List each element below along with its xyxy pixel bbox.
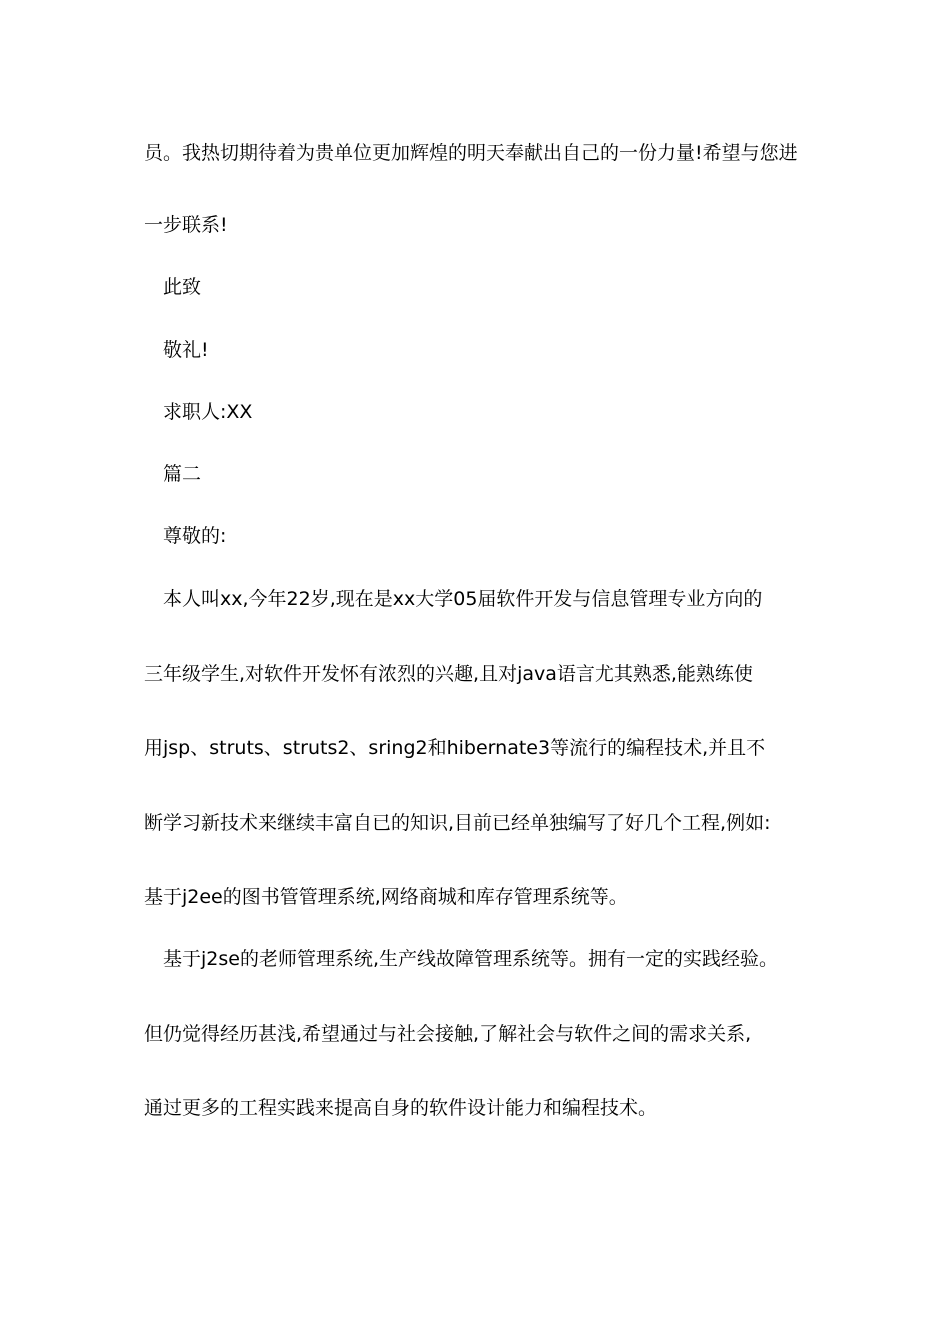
- closing-regards: 敬礼!: [163, 339, 209, 361]
- closing-salutation: 此致: [163, 276, 202, 298]
- paragraph-line: 但仍觉得经历甚浅,希望通过与社会接触,了解社会与软件之间的需求关系,: [144, 1023, 752, 1045]
- paragraph-line: 三年级学生,对软件开发怀有浓烈的兴趣,且对java语言尤其熟悉,能熟练使: [144, 663, 753, 685]
- paragraph-line: 用jsp、struts、struts2、sring2和hibernate3等流行的编程技术,并且不: [144, 737, 766, 759]
- paragraph-line: 断学习新技术来继续丰富自已的知识,目前已经单独编写了好几个工程,例如:: [144, 812, 771, 834]
- section-heading: 篇二: [163, 463, 202, 485]
- applicant-signature: 求职人:XX: [163, 401, 253, 423]
- paragraph-line: 一步联系!: [144, 214, 228, 236]
- paragraph-line: 通过更多的工程实践来提高自身的软件设计能力和编程技术。: [144, 1097, 658, 1119]
- paragraph-line: 本人叫xx,今年22岁,现在是xx大学05届软件开发与信息管理专业方向的: [163, 588, 763, 610]
- greeting-line: 尊敬的:: [163, 525, 227, 547]
- paragraph-line: 基于j2ee的图书管管理系统,网络商城和库存管理系统等。: [144, 886, 628, 908]
- paragraph-line: 员。我热切期待着为贵单位更加辉煌的明天奉献出自己的一份力量!希望与您进: [144, 142, 798, 164]
- paragraph-line: 基于j2se的老师管理系统,生产线故障管理系统等。拥有一定的实践经验。: [163, 948, 778, 970]
